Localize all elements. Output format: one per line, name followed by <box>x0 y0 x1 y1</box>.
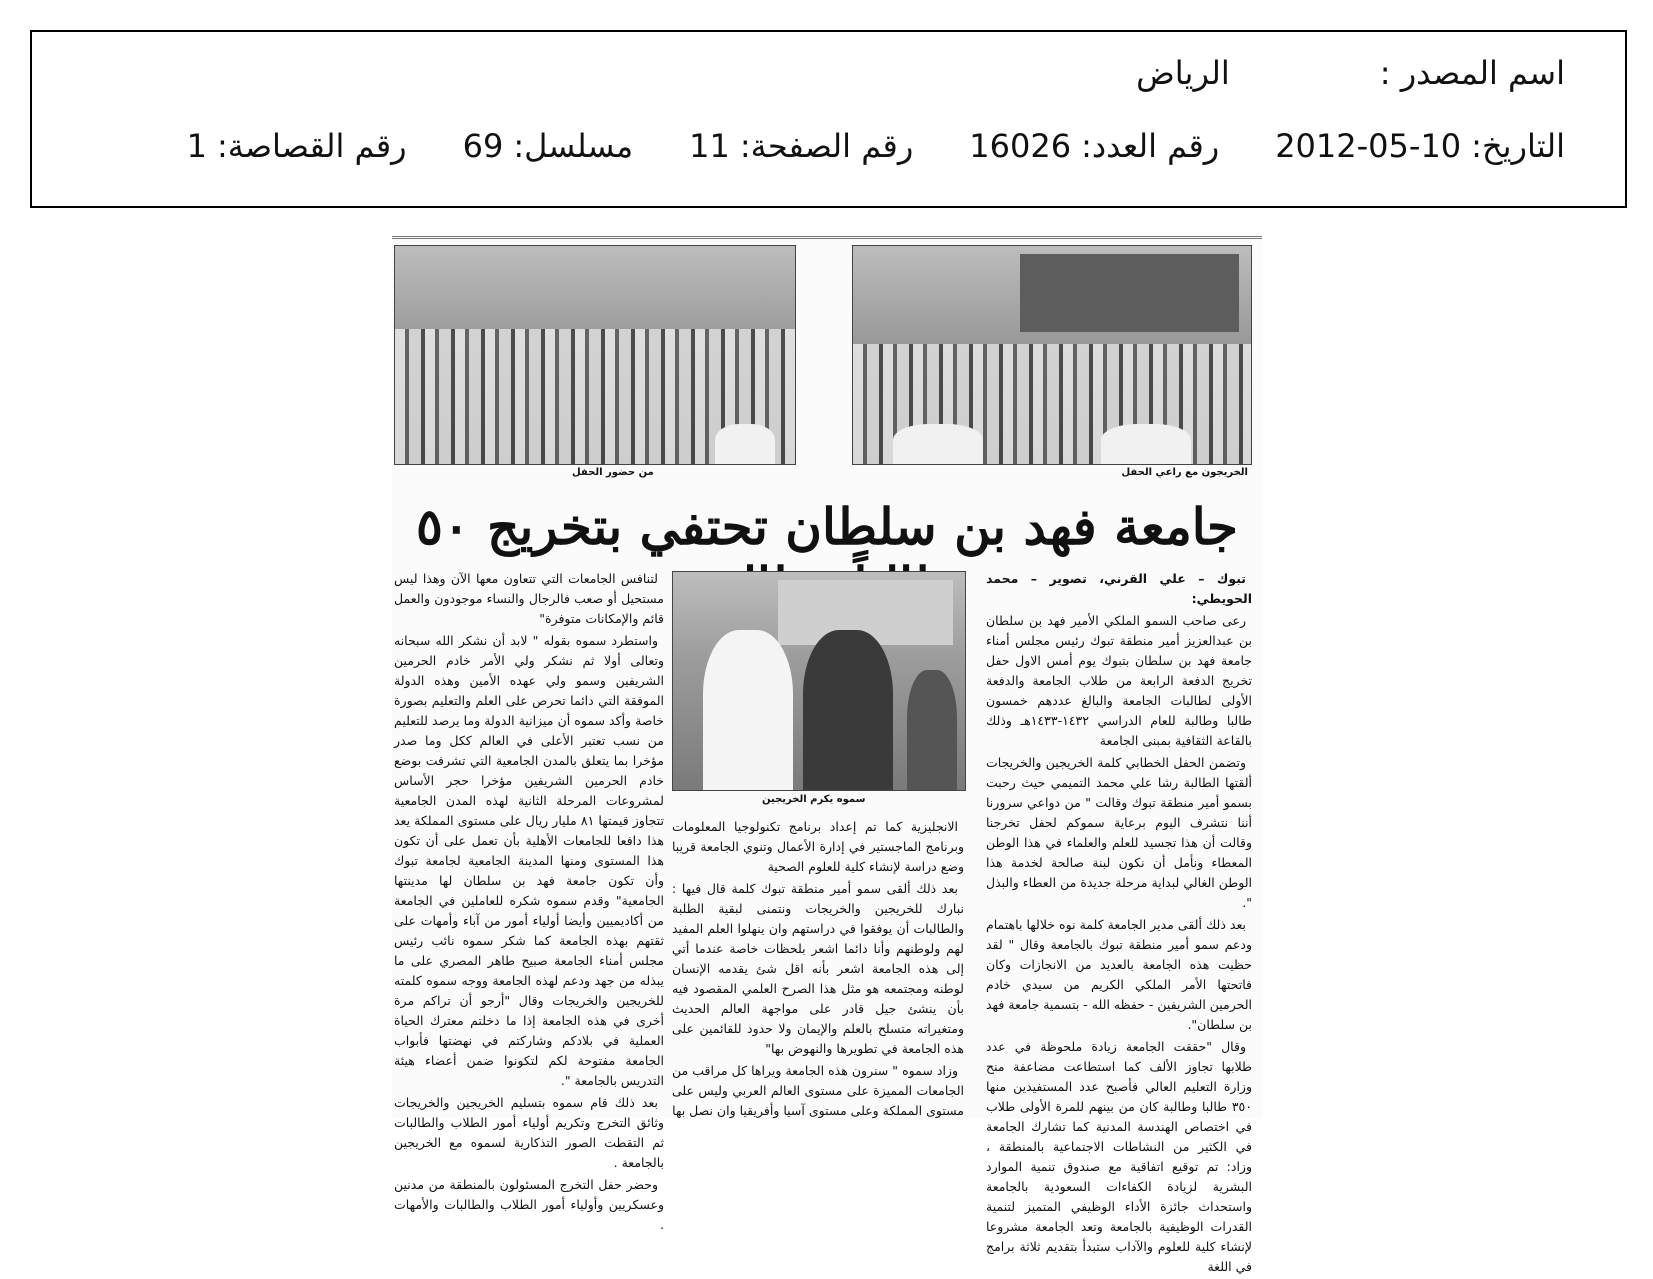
source-value: الرياض <box>1136 54 1230 92</box>
paragraph: وزاد سموه " سنرون هذه الجامعة ويراها كل مراقب من الجامعات المميزة على مستوى العالم العربي وليس على مستوى المملكة وعلى مستوى آسيا وأفريقيا وان نصل بها <box>672 1063 964 1118</box>
page-field <box>689 127 913 165</box>
photo-caption-left: من حضور الحفل <box>572 467 654 478</box>
clip-label: رقم القصاصة: <box>216 127 407 165</box>
table-graphic <box>893 424 983 464</box>
paragraph: وحضر حفل التخرج المسئولون بالمنطقة من مدنين وعسكريين وأولياء أمور الطلاب والطالبات والأمهات . <box>394 1177 664 1232</box>
audience-photo <box>394 245 796 465</box>
table-graphic <box>715 424 775 464</box>
table-graphic <box>1101 424 1191 464</box>
honoring-photo <box>672 571 966 791</box>
page-label: رقم الصفحة: <box>739 127 914 165</box>
source-line <box>1136 54 1565 92</box>
photo-caption-right: الخريجون مع راعي الحفل <box>1121 467 1248 478</box>
serial-field <box>463 127 634 165</box>
source-info-box <box>30 30 1627 208</box>
newspaper-clipping <box>392 236 1262 1274</box>
paragraph: بعد ذلك ألقى مدير الجامعة كلمة نوه خلالها باهتمام ودعم سمو أمير منطقة تبوك بالجامعة وقال " لقد حظيت هذه الجامعة بالعديد من الانجازات وكان فاتحتها الأمر الملكي الكريم من سيدي خادم الحرمين الشريفين - حفظه الله - بتسمية جامعة فهد بن سلطان". <box>986 917 1252 1032</box>
date-field <box>1275 127 1565 165</box>
banner-graphic <box>1020 254 1239 332</box>
person-graphic <box>703 630 793 790</box>
issue-field <box>969 127 1219 165</box>
graduates-photo <box>852 245 1252 465</box>
serial-value: 69 <box>462 127 504 165</box>
paragraph: لتنافس الجامعات التي تتعاون معها الآن وهذا ليس مستحيل أو صعب فالرجال والنساء موجودون والعمل قائم والإمكانات متوفرة" <box>394 571 664 626</box>
metadata-line <box>187 127 1565 165</box>
paragraph: رعى صاحب السمو الملكي الأمير فهد بن سلطان بن عبدالعزيز أمير منطقة تبوك رئيس مجلس أمناء جامعة فهد بن سلطان بتبوك يوم أمس الاول حفل تخريج الدفعة الرابعة من طلاب الجامعة والدفعة الأولى لطالبات الجامعة والبالغ عددهم خمسون طالبا وطالبة للعام الدراسي ١٤٣٢-١٤٣٣هـ وذلك بالقاعة الثقافية بمبنى الجامعة <box>986 613 1252 748</box>
column-left <box>394 569 664 1237</box>
column-right <box>986 569 1252 1279</box>
paragraph: وقال "حققت الجامعة زيادة ملحوظة في عدد طلابها تجاوز الألف كما استطاعت مضاعفة منح وزارة التعليم العالي فأصبح عدد المستفيدين منها ٣٥٠ طالبا وطالبة كان من بينهم للمرة الأولى طلاب في اختصاص الهندسة المدنية كما تشارك الجامعة في الكثير من النشاطات الاجتماعية بالمنطقة ، وزاد: تم توقيع اتفاقية مع صندوق تنمية الموارد البشرية لزيادة الكفاءات السعودية بالجامعة واستحداث جائزة الأداء الوظيفي المتميز لتنمية القدرات الوظيفية بالجامعة وتعد الجامعة مشروعا لإنشاء كلية للعلوم والآداب ستبدأ بتقديم ثلاثة برامج في اللغة <box>986 1039 1252 1274</box>
source-label: اسم المصدر : <box>1379 54 1565 92</box>
date-value: 2012-05-10 <box>1275 127 1462 165</box>
serial-label: مسلسل: <box>513 127 634 165</box>
photo-caption-center: سموه يكرم الخريجين <box>762 794 866 805</box>
article-headline: جامعة فهد بن سلطان تحتفي بتخريج ٥٠ <box>416 497 1238 556</box>
clip-field <box>187 127 407 165</box>
person-graphic <box>803 630 893 790</box>
person-graphic <box>907 670 957 790</box>
paragraph: بعد ذلك ألقى سمو أمير منطقة تبوك كلمة قال فيها : نبارك للخريجين والخريجات ونتمنى لبقية الطلبة والطالبات أن يوفقوا في دراستهم وان ينهلوا العلم المفيد لهم ولوطنهم وأنا دائما اشعر بلحظات خاصة عندما أتي إلى هذه الجامعة اشعر بأنه اقل شئ يقدمه الإنسان لوطنه ومجتمعه هو مثل هذا الصرح العلمي المقصود فيه بأن ينشئ جيل قادر على مواجهة العالم الحديث ومتغيراته متسلح بالعلم والإيمان ولا حدود للقائمين على هذه الجامعة في تطويرها والنهوض بها" <box>672 881 964 1056</box>
paragraph: بعد ذلك قام سموه بتسليم الخريجين والخريجات وثائق التخرج وتكريم أولياء أمور الطلاب والطالبات ثم التقطت الصور التذكارية لسموه مع الخريجين بالجامعة . <box>394 1095 664 1170</box>
issue-label: رقم العدد: <box>1081 127 1220 165</box>
byline: تبوك – علي القرني، تصوير – محمد الحويطي: <box>986 571 1252 606</box>
clip-value: 1 <box>186 127 207 165</box>
issue-value: 16026 <box>969 127 1072 165</box>
paragraph: وتضمن الحفل الخطابي كلمة الخريجين والخريجات ألقتها الطالبة رشا علي محمد التميمي حيث رحبت بسمو أمير منطقة تبوك وقالت " من دواعي سرورنا أننا نتشرف اليوم برعاية سموكم لحفل تخرجنا وقالت أن هذا تجسيد للعلم والعلماء في هذا الوطن المعطاء ونأمل أن نكون لبنة صالحة لخدمة هذا الوطن الغالي لبداية مرحلة جديدة من العطاء والبذل ". <box>986 755 1252 910</box>
paragraph: الانجليزية كما تم إعداد برنامج تكنولوجيا المعلومات وبرنامج الماجستير في إدارة الأعمال وتنوي الجامعة قريبا وضع دراسة لإنشاء كلية للعلوم الصحية <box>672 819 964 874</box>
page-value: 11 <box>689 127 730 165</box>
column-middle <box>672 817 964 1123</box>
paragraph: واستطرد سموه بقوله " لابد أن نشكر الله سبحانه وتعالى أولا ثم نشكر ولي الأمر خادم الحرمين الشريفين وسمو ولي عهده الأمين وهذه الدولة الموفقة التي دائما تحرص على العلم والتعليم بصورة خاصة وأكد سموه أن ميزانية الدولة وما يرصد للتعليم من نسب تعتبر الأعلى في العالم ككل وما صدر مؤخرا بما يتعلق بالمدن الجامعية التي تشرفت بوضع خادم الحرمين الشريفين مؤخرا حجر الأساس لمشروعات المرحلة الثانية لهذه المدن الجامعية تتجاوز قيمتها ٨١ مليار ريال على مستوى المملكة يعد هذا دافعا للجامعات الأهلية بأن تعمل على أن تكون هذا المستوى ومنها المدينة الجامعية لجامعة تبوك وأن تكون جامعة فهد بن سلطان لها مدينتها الجامعية" وقدم سموه شكره للعاملين في الجامعة من أكاديميين وأيضا أولياء أمور من آباء وأمهات على ثقتهم بهذه الجامعة كما شكر سموه نائب رئيس مجلس أمناء الجامعة صبيح طاهر المصري على ما يبذله من جهد ودعم لهذه الجامعة ووجه سموه كلمته للخريجين والخريجات وقال "أرجو أن تراكم مرة أخرى في هذه الجامعة إذا ما دخلتم معترك الحياة العملية في بلادكم وشاركتم في نهضتها فأبواب الجامعة مفتوحة لكم لتكونوا ضمن أعضاء هيئة التدريس بالجامعة ". <box>394 633 665 1088</box>
date-label: التاريخ: <box>1471 127 1565 165</box>
